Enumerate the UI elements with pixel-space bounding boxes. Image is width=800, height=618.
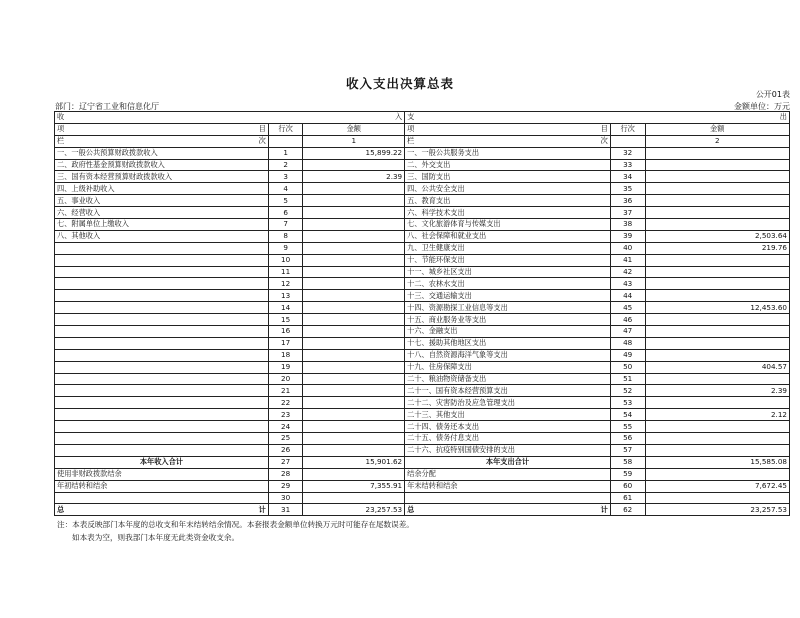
table-row [55, 278, 790, 290]
expense-rowno-cell: 47 [610, 326, 645, 338]
page-title: 收入支出决算总表 [345, 76, 454, 91]
table-row [55, 219, 790, 231]
distribution-amount [645, 468, 790, 480]
expense-item-cell: 二十三、其他支出 [405, 409, 611, 421]
expense-item-cell: 十、节能环保支出 [405, 254, 611, 266]
income-item-cell [55, 302, 269, 314]
income-item-cell [55, 337, 269, 349]
expense-amount-cell [645, 421, 790, 433]
expense-rowno-cell: 48 [610, 337, 645, 349]
expense-amount-cell [645, 219, 790, 231]
expense-item-cell: 十八、自然资源海洋气象等支出 [405, 349, 611, 361]
income-amount-cell [303, 207, 405, 219]
expense-column-number: 2 [645, 135, 790, 147]
expense-amount-cell [645, 337, 790, 349]
expense-rowno-cell: 44 [610, 290, 645, 302]
grand-income-amount: 23,257.53 [303, 504, 405, 516]
income-rowno-cell: 11 [268, 266, 303, 278]
table-row [55, 326, 790, 338]
income-amount-cell [303, 326, 405, 338]
income-amount-cell [303, 183, 405, 195]
income-amount-cell [303, 159, 405, 171]
income-amount-cell [303, 195, 405, 207]
nonfiscal-row [55, 468, 790, 480]
income-rowno-cell: 4 [268, 183, 303, 195]
expense-rowno-cell: 50 [610, 361, 645, 373]
table-row [55, 385, 790, 397]
expense-amount-cell [645, 207, 790, 219]
income-amount-cell [303, 314, 405, 326]
end-carryover-amount: 7,672.45 [645, 480, 790, 492]
expense-amount-cell [645, 278, 790, 290]
expense-amount-cell [645, 433, 790, 445]
expense-rowno-cell: 42 [610, 266, 645, 278]
table-row [55, 171, 790, 183]
header-row-item [55, 123, 790, 135]
notes [57, 518, 414, 544]
table-row [55, 159, 790, 171]
expense-item-cell: 八、社会保障和就业支出 [405, 230, 611, 242]
income-rowno-cell: 9 [268, 242, 303, 254]
expense-amount-cell: 404.57 [645, 361, 790, 373]
expense-amount-cell: 2,503.64 [645, 230, 790, 242]
income-header-cell: 收 入 [55, 112, 405, 124]
expense-header-cell: 支 出 [405, 112, 790, 124]
income-item-cell: 三、国有资本经营预算财政拨款收入 [55, 171, 269, 183]
expense-rowno-cell: 57 [610, 444, 645, 456]
table-row [55, 195, 790, 207]
expense-rowno-cell: 49 [610, 349, 645, 361]
income-amount-cell [303, 219, 405, 231]
income-item-header: 项 目 [55, 123, 269, 135]
income-rowno-cell: 17 [268, 337, 303, 349]
grand-expense-no: 62 [610, 504, 645, 516]
expense-item-cell: 二十六、抗疫特别国债安排的支出 [405, 444, 611, 456]
expense-rowno-cell: 52 [610, 385, 645, 397]
expense-item-cell: 二十一、国有资本经营预算支出 [405, 385, 611, 397]
expense-item-cell: 六、科学技术支出 [405, 207, 611, 219]
expense-amount-cell [645, 171, 790, 183]
table-row [55, 314, 790, 326]
income-item-cell: 六、经营收入 [55, 207, 269, 219]
income-item-cell [55, 385, 269, 397]
expense-item-cell: 十九、住房保障支出 [405, 361, 611, 373]
expense-rowno-cell: 37 [610, 207, 645, 219]
income-item-cell [55, 290, 269, 302]
table-row [55, 242, 790, 254]
blank-expense-amount [645, 492, 790, 504]
nonfiscal-label: 使用非财政拨款结余 [55, 468, 269, 480]
income-rowno-cell: 8 [268, 230, 303, 242]
expense-rowno-cell: 38 [610, 219, 645, 231]
expense-item-cell: 五、教育支出 [405, 195, 611, 207]
expense-rowno-cell: 46 [610, 314, 645, 326]
income-rowno-cell: 15 [268, 314, 303, 326]
income-amount-cell [303, 230, 405, 242]
income-item-cell [55, 326, 269, 338]
income-rowno-header: 行次 [268, 123, 303, 135]
year-income-total-label: 本年收入合计 [55, 456, 269, 468]
expense-amount-cell [645, 349, 790, 361]
table-row [55, 290, 790, 302]
income-rowno-cell: 7 [268, 219, 303, 231]
expense-item-cell: 十七、援助其他地区支出 [405, 337, 611, 349]
expense-item-cell: 一、一般公共服务支出 [405, 147, 611, 159]
expense-amount-cell [645, 444, 790, 456]
income-rowno-cell: 21 [268, 385, 303, 397]
blank-expense-no: 61 [610, 492, 645, 504]
expense-rowno-cell: 33 [610, 159, 645, 171]
income-rowno-cell: 2 [268, 159, 303, 171]
table-row [55, 337, 790, 349]
income-rowno-cell: 14 [268, 302, 303, 314]
expense-item-cell: 二十四、债务还本支出 [405, 421, 611, 433]
department-label: 部门：辽宁省工业和信息化厅 [55, 102, 159, 111]
income-item-cell [55, 373, 269, 385]
income-item-cell [55, 266, 269, 278]
income-column-header: 栏 次 [55, 135, 269, 147]
end-carryover-label: 年末结转和结余 [405, 480, 611, 492]
income-rowno-cell: 10 [268, 254, 303, 266]
summary-table [54, 111, 790, 516]
expense-rowno-cell: 35 [610, 183, 645, 195]
table-row [55, 147, 790, 159]
expense-amount-cell: 12,453.60 [645, 302, 790, 314]
income-rowno-cell: 20 [268, 373, 303, 385]
expense-rowno-cell: 51 [610, 373, 645, 385]
income-amount-cell [303, 337, 405, 349]
form-number: 公开01表 [755, 90, 790, 99]
expense-item-cell: 十五、商业服务业等支出 [405, 314, 611, 326]
expense-item-cell: 九、卫生健康支出 [405, 242, 611, 254]
expense-amount-cell [645, 314, 790, 326]
year-total-row [55, 456, 790, 468]
expense-rowno-cell: 55 [610, 421, 645, 433]
income-rowno-cell: 26 [268, 444, 303, 456]
expense-rowno-cell: 56 [610, 433, 645, 445]
income-amount-cell [303, 385, 405, 397]
income-item-cell: 二、政府性基金预算财政拨款收入 [55, 159, 269, 171]
grand-expense-label: 总 计 [405, 504, 611, 516]
income-amount-cell [303, 302, 405, 314]
income-rowno-cell: 6 [268, 207, 303, 219]
income-item-cell: 八、其他收入 [55, 230, 269, 242]
header-row-income-expense [55, 112, 790, 124]
carryover-row [55, 480, 790, 492]
grand-total-row [55, 504, 790, 516]
table-row [55, 230, 790, 242]
expense-item-cell: 十六、金融支出 [405, 326, 611, 338]
expense-item-cell: 二十、粮油物资储备支出 [405, 373, 611, 385]
begin-carryover-label: 年初结转和结余 [55, 480, 269, 492]
income-item-cell: 一、一般公共预算财政拨款收入 [55, 147, 269, 159]
income-amount-cell [303, 278, 405, 290]
income-amount-cell [303, 421, 405, 433]
begin-carryover-amount: 7,355.91 [303, 480, 405, 492]
income-item-cell: 四、上级补助收入 [55, 183, 269, 195]
blank-expense-item [405, 492, 611, 504]
end-carryover-no: 60 [610, 480, 645, 492]
income-item-cell [55, 433, 269, 445]
income-amount-cell [303, 290, 405, 302]
expense-rowno-cell: 45 [610, 302, 645, 314]
income-amount-cell [303, 361, 405, 373]
income-item-cell [55, 444, 269, 456]
table-row [55, 302, 790, 314]
income-amount-cell: 15,899.22 [303, 147, 405, 159]
expense-amount-cell [645, 326, 790, 338]
expense-amount-cell: 2.39 [645, 385, 790, 397]
income-rowno-cell: 12 [268, 278, 303, 290]
year-expense-total-no: 58 [610, 456, 645, 468]
expense-rowno-cell: 41 [610, 254, 645, 266]
expense-amount-cell [645, 266, 790, 278]
expense-rowno-cell: 53 [610, 397, 645, 409]
expense-item-cell: 十三、交通运输支出 [405, 290, 611, 302]
expense-amount-cell [645, 254, 790, 266]
income-item-cell [55, 361, 269, 373]
income-item-cell [55, 314, 269, 326]
income-amount-cell [303, 444, 405, 456]
expense-item-cell: 三、国防支出 [405, 171, 611, 183]
expense-item-cell: 十一、城乡社区支出 [405, 266, 611, 278]
expense-item-cell: 二十二、灾害防治及应急管理支出 [405, 397, 611, 409]
expense-item-header: 项 目 [405, 123, 611, 135]
expense-amount-cell [645, 147, 790, 159]
income-item-cell [55, 242, 269, 254]
table-row [55, 397, 790, 409]
income-rowno-cell: 22 [268, 397, 303, 409]
income-item-cell [55, 254, 269, 266]
income-rowno-cell: 24 [268, 421, 303, 433]
income-rowno-cell: 13 [268, 290, 303, 302]
income-item-cell [55, 397, 269, 409]
table-row [55, 183, 790, 195]
expense-rowno-cell: 32 [610, 147, 645, 159]
nonfiscal-amount [303, 468, 405, 480]
year-income-total-no: 27 [268, 456, 303, 468]
distribution-no: 59 [610, 468, 645, 480]
note-line-2: 如本表为空，则我部门本年度无此类资金收支余。 [72, 533, 240, 542]
table-row [55, 444, 790, 456]
table-row [55, 254, 790, 266]
distribution-label: 结余分配 [405, 468, 611, 480]
expense-item-cell: 十四、资源勘探工业信息等支出 [405, 302, 611, 314]
income-column-blank [268, 135, 303, 147]
income-rowno-cell: 23 [268, 409, 303, 421]
grand-income-no: 31 [268, 504, 303, 516]
header-row-column [55, 135, 790, 147]
income-item-cell [55, 349, 269, 361]
table-row [55, 349, 790, 361]
income-rowno-cell: 1 [268, 147, 303, 159]
table-row [55, 409, 790, 421]
nonfiscal-no: 28 [268, 468, 303, 480]
income-amount-cell [303, 349, 405, 361]
expense-amount-cell: 2.12 [645, 409, 790, 421]
year-expense-total-amount: 15,585.08 [645, 456, 790, 468]
income-amount-cell [303, 242, 405, 254]
expense-amount-cell [645, 397, 790, 409]
begin-carryover-no: 29 [268, 480, 303, 492]
blank-income-no: 30 [268, 492, 303, 504]
blank-income-item [55, 492, 269, 504]
table-row [55, 433, 790, 445]
expense-rowno-cell: 54 [610, 409, 645, 421]
income-item-cell: 五、事业收入 [55, 195, 269, 207]
income-amount-cell [303, 397, 405, 409]
year-expense-total-label: 本年支出合计 [405, 456, 611, 468]
income-amount-cell [303, 254, 405, 266]
income-amount-cell [303, 433, 405, 445]
grand-expense-amount: 23,257.53 [645, 504, 790, 516]
income-amount-cell [303, 373, 405, 385]
income-amount-header: 金额 [303, 123, 405, 135]
note-line-1: 注：本表反映部门本年度的总收支和年末结转结余情况。本套报表金额单位转换万元时可能存在尾数误差。 [57, 520, 414, 529]
blank-income-amount [303, 492, 405, 504]
expense-rowno-cell: 39 [610, 230, 645, 242]
income-item-cell [55, 278, 269, 290]
table-row [55, 373, 790, 385]
income-item-cell: 七、附属单位上缴收入 [55, 219, 269, 231]
income-rowno-cell: 16 [268, 326, 303, 338]
income-amount-cell [303, 266, 405, 278]
expense-amount-header: 金额 [645, 123, 790, 135]
expense-item-cell: 十二、农林水支出 [405, 278, 611, 290]
expense-rowno-cell: 34 [610, 171, 645, 183]
expense-amount-cell [645, 290, 790, 302]
income-amount-cell [303, 409, 405, 421]
income-rowno-cell: 5 [268, 195, 303, 207]
income-column-number: 1 [303, 135, 405, 147]
expense-rowno-header: 行次 [610, 123, 645, 135]
income-item-cell [55, 409, 269, 421]
expense-amount-cell [645, 373, 790, 385]
table-row [55, 361, 790, 373]
expense-rowno-cell: 43 [610, 278, 645, 290]
income-rowno-cell: 18 [268, 349, 303, 361]
expense-column-header: 栏 次 [405, 135, 611, 147]
grand-income-label: 总 计 [55, 504, 269, 516]
expense-item-cell: 二十五、债务付息支出 [405, 433, 611, 445]
expense-amount-cell: 219.76 [645, 242, 790, 254]
expense-rowno-cell: 40 [610, 242, 645, 254]
income-rowno-cell: 19 [268, 361, 303, 373]
expense-column-blank [610, 135, 645, 147]
unit-label: 金额单位：万元 [734, 102, 790, 111]
expense-amount-cell [645, 183, 790, 195]
expense-item-cell: 七、文化旅游体育与传媒支出 [405, 219, 611, 231]
expense-amount-cell [645, 159, 790, 171]
table-row [55, 207, 790, 219]
expense-rowno-cell: 36 [610, 195, 645, 207]
table-row [55, 266, 790, 278]
income-amount-cell: 2.39 [303, 171, 405, 183]
expense-amount-cell [645, 195, 790, 207]
table-row [55, 421, 790, 433]
expense-item-cell: 二、外交支出 [405, 159, 611, 171]
income-rowno-cell: 3 [268, 171, 303, 183]
income-rowno-cell: 25 [268, 433, 303, 445]
blank-row [55, 492, 790, 504]
expense-item-cell: 四、公共安全支出 [405, 183, 611, 195]
year-income-total-amount: 15,901.62 [303, 456, 405, 468]
income-item-cell [55, 421, 269, 433]
